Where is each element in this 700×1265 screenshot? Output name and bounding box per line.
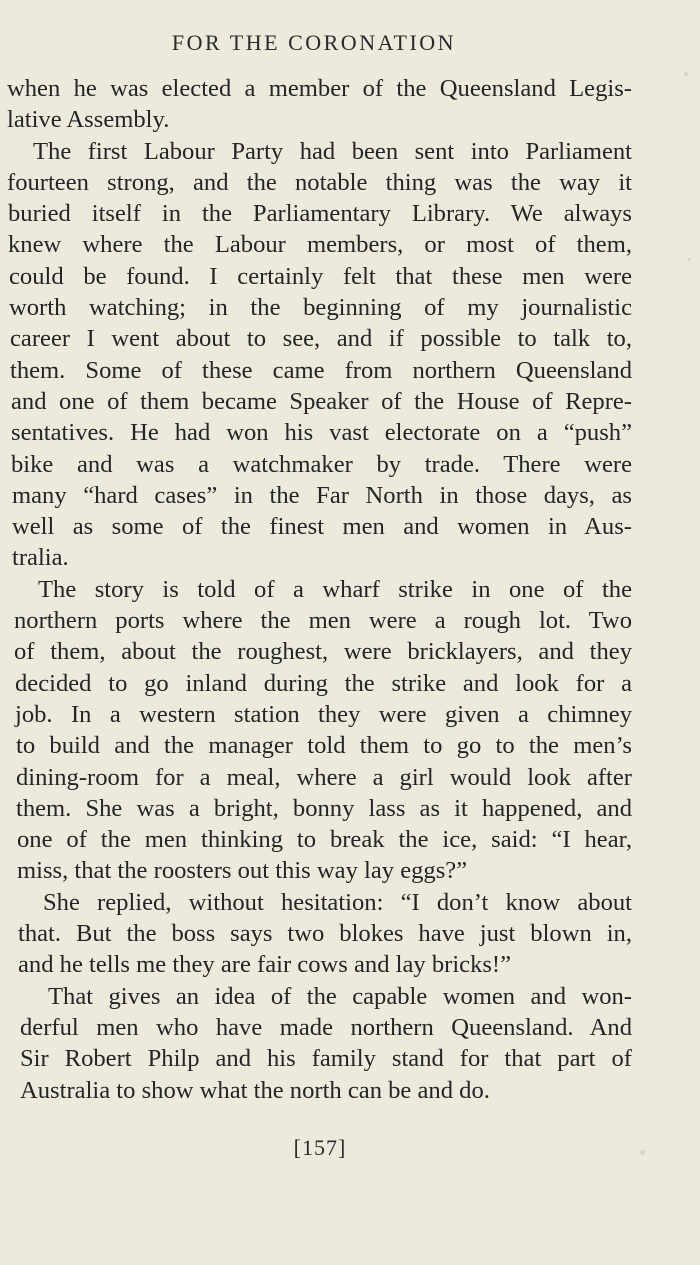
text-line: worth watching; in the beginning of my journalistic (9, 294, 632, 322)
text-line: one of the men thinking to break the ice, said: “I hear, (17, 826, 632, 854)
text-line: That gives an idea of the capable women and won- (48, 982, 632, 1010)
text-line: many “hard cases” in the Far North in those days, as (12, 481, 632, 509)
text-line: She replied, without hesitation: “I don’t know about (43, 888, 632, 916)
page-number: [157] (293, 1135, 347, 1160)
text-line: could be found. I certainly felt that these men were (9, 262, 632, 290)
text-line: sentatives. He had won his vast electorate on a “push” (11, 419, 632, 447)
paper-speck (688, 258, 691, 261)
text-line: and one of them became Speaker of the House of Repre- (11, 387, 632, 415)
text-line: lative Assembly. (7, 106, 170, 134)
text-line: knew where the Labour members, or most of them, (8, 231, 632, 259)
text-line: that. But the boss says two blokes have just blown in, (18, 920, 632, 948)
text-line: them. Some of these came from northern Queensland (10, 356, 632, 384)
text-line: career I went about to see, and if possible to talk to, (10, 325, 632, 353)
text-line: well as some of the finest men and women in Aus- (12, 513, 632, 541)
text-line: when he was elected a member of the Queensland Legis- (7, 75, 632, 102)
text-line: miss, that the roosters out this way lay eggs?” (17, 857, 468, 885)
running-head: FOR THE CORONATION (171, 30, 457, 55)
paper-speck (640, 1150, 645, 1155)
text-line: Sir Robert Philp and his family stand for that part of (20, 1045, 632, 1073)
text-line: them. She was a bright, bonny lass as it happened, and (16, 794, 632, 822)
text-line: The story is told of a wharf strike in one of the (38, 575, 632, 603)
text-line: derful men who have made northern Queensland. And (20, 1013, 632, 1041)
text-line: The first Labour Party had been sent into Parliament (33, 137, 632, 165)
text-line: fourteen strong, and the notable thing was the way it (7, 168, 632, 196)
text-line: northern ports where the men were a rough lot. Two (14, 607, 632, 635)
text-line: bike and was a watchmaker by trade. There were (11, 450, 632, 478)
text-line: Australia to show what the north can be and do. (20, 1076, 490, 1104)
text-line: decided to go inland during the strike and look for a (15, 669, 632, 697)
body-text (7, 73, 632, 1106)
text-line: dining-room for a meal, where a girl would look after (16, 763, 632, 791)
text-line: buried itself in the Parliamentary Library. We always (8, 200, 632, 228)
text-line: of them, about the roughest, were bricklayers, and they (14, 638, 632, 666)
text-line: and he tells me they are fair cows and lay bricks!” (18, 951, 512, 979)
text-line: to build and the manager told them to go to the men’s (16, 732, 632, 760)
paper-speck (684, 72, 688, 76)
text-line: tralia. (12, 544, 69, 572)
text-line: job. In a western station they were given a chimney (15, 700, 632, 728)
